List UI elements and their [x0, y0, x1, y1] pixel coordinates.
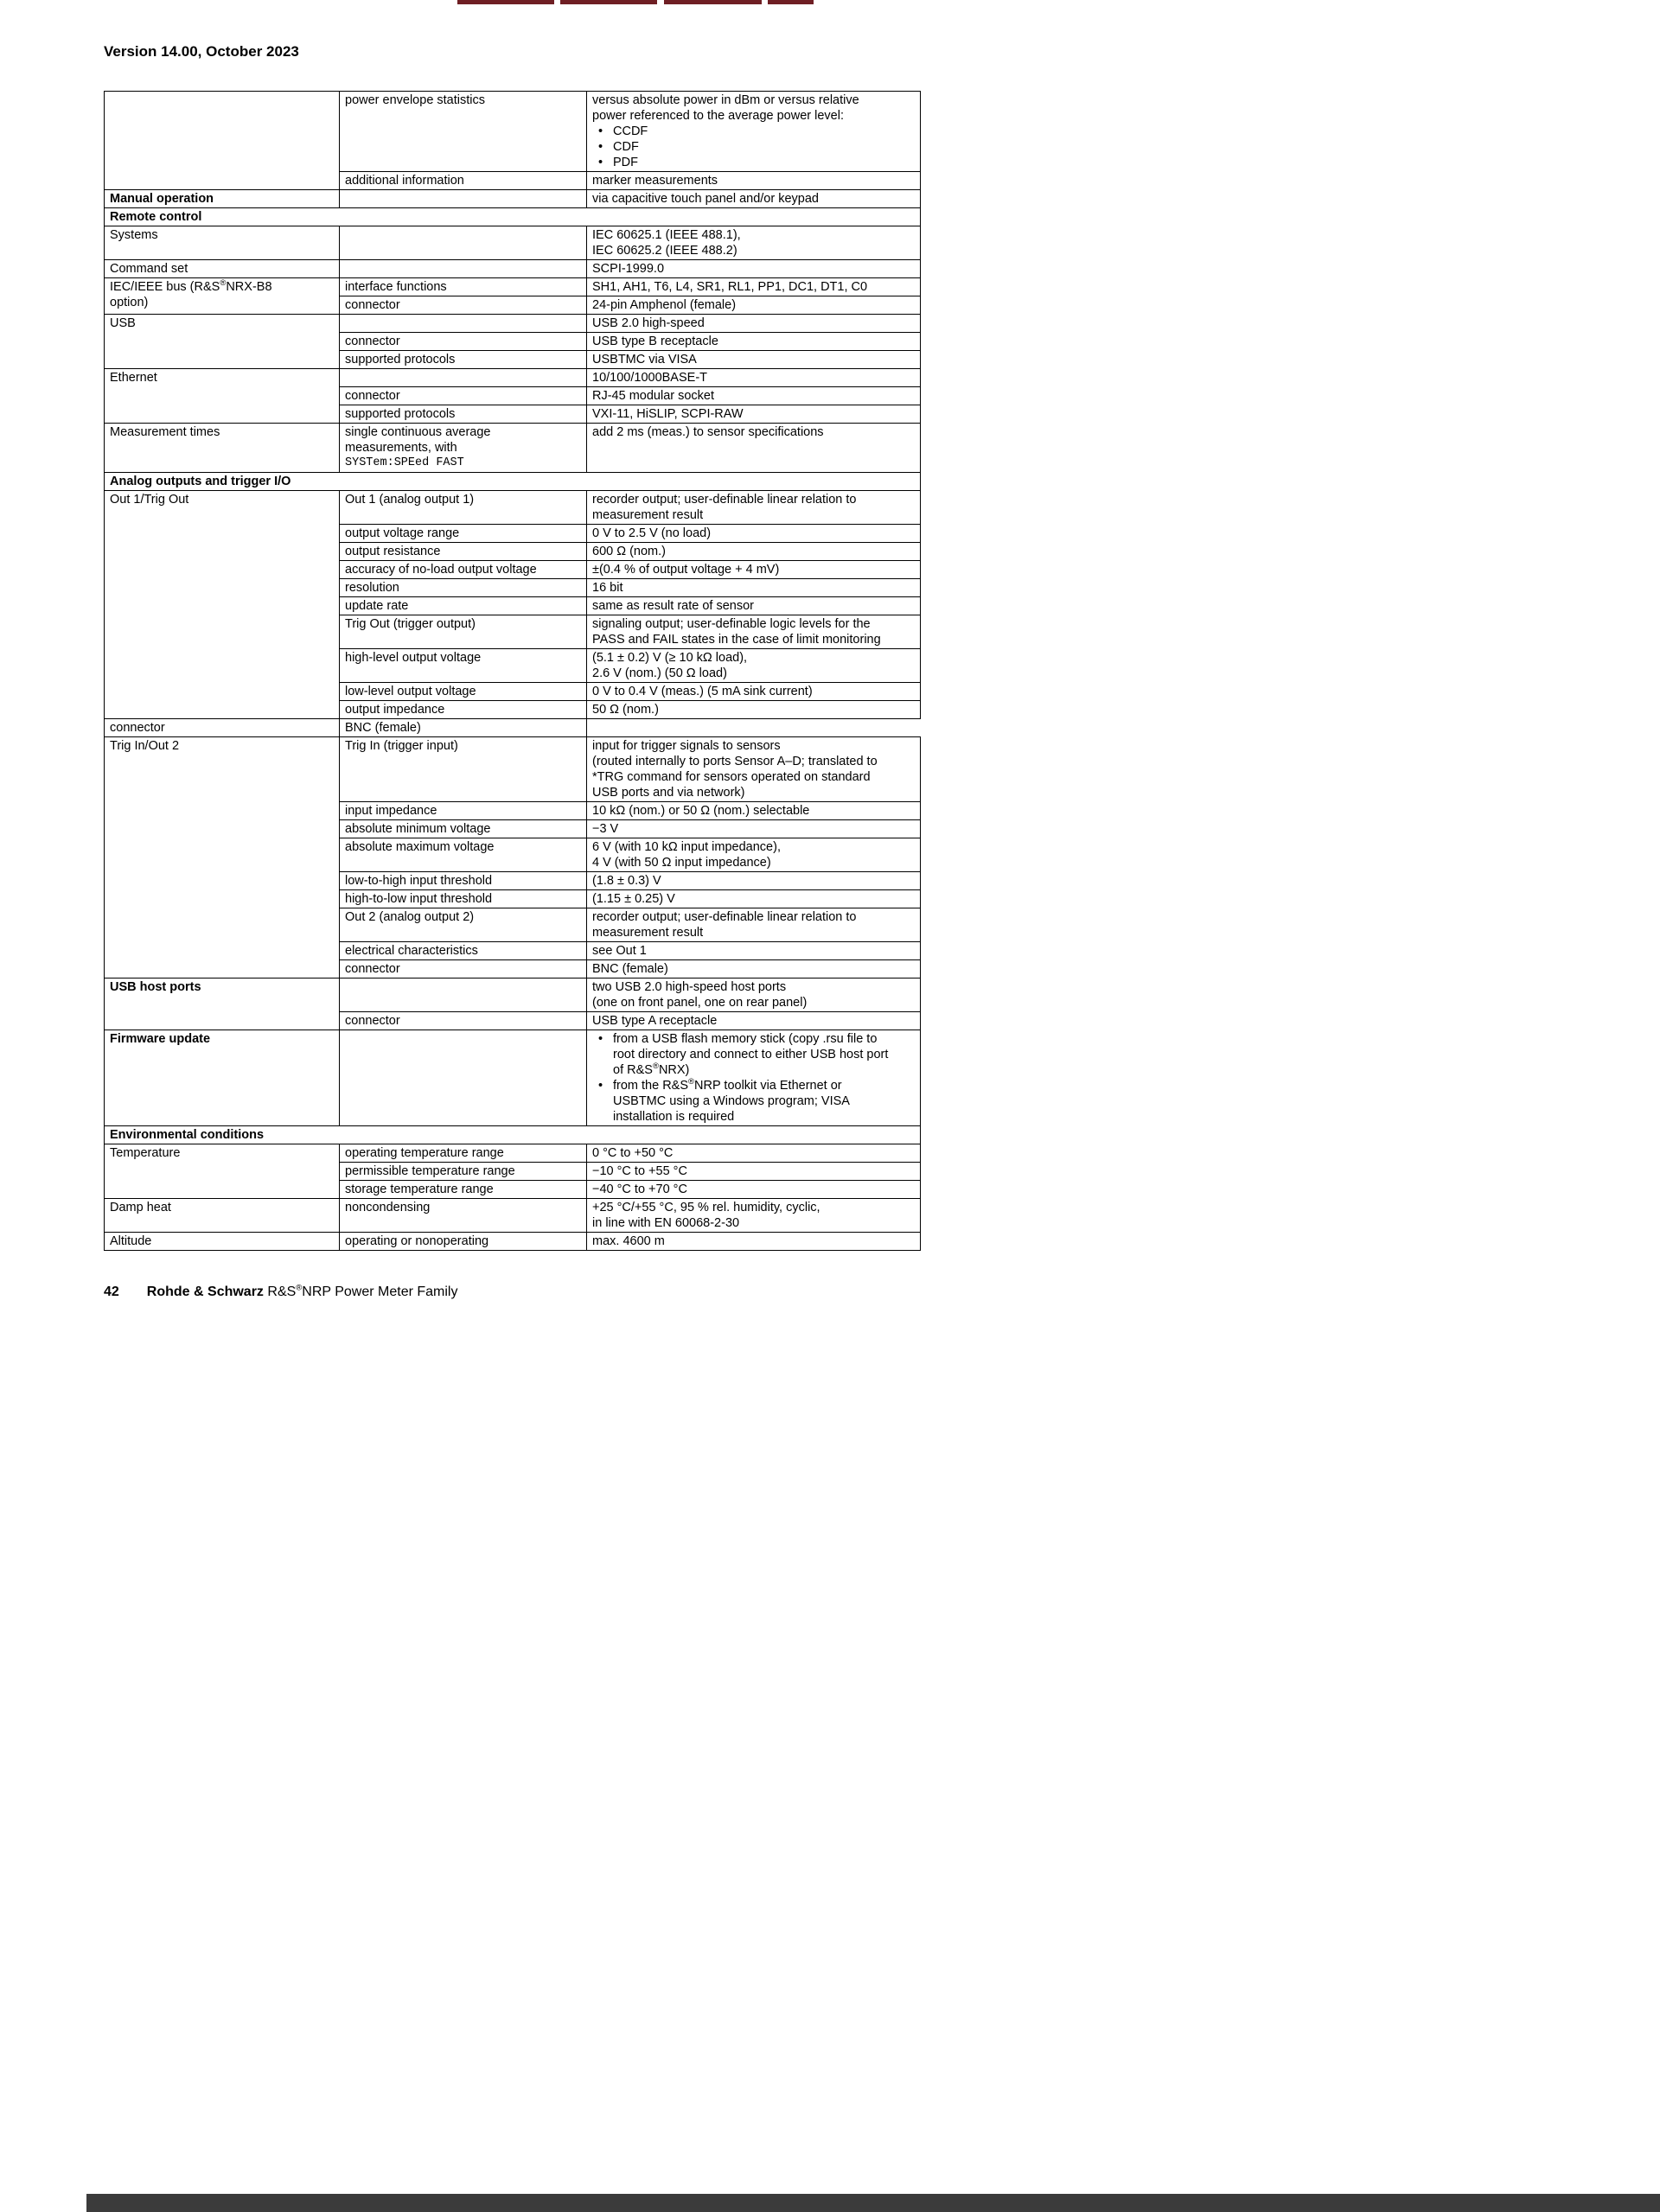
cell-line: 10 kΩ (nom.) or 50 Ω (nom.) selectable — [592, 804, 810, 818]
table-row — [105, 491, 921, 525]
table-cell — [587, 1181, 921, 1199]
table-cell — [105, 491, 340, 719]
cell-line: 24-pin Amphenol (female) — [592, 298, 737, 312]
cell-line: BNC (female) — [592, 962, 668, 976]
table-cell — [340, 525, 587, 543]
table-cell — [340, 226, 587, 260]
table-cell — [105, 315, 340, 369]
cell-line: USB 2.0 high-speed — [592, 316, 705, 330]
cell-line: 10/100/1000BASE-T — [592, 371, 708, 385]
table-row — [105, 1144, 921, 1163]
cell-line: Ethernet — [110, 371, 157, 385]
table-cell — [340, 649, 587, 683]
table-cell — [340, 387, 587, 405]
table-cell — [587, 333, 921, 351]
cell-line: additional information — [345, 174, 464, 188]
section-header-cell — [105, 208, 921, 226]
cell-line: 16 bit — [592, 581, 623, 595]
table-cell — [587, 942, 921, 960]
cell-line: of R&S®NRX) — [613, 1061, 690, 1077]
table-cell — [105, 1144, 340, 1199]
table-cell — [587, 1163, 921, 1181]
cell-line: Trig Out (trigger output) — [345, 617, 476, 631]
cell-line: recorder output; user-definable linear relation to — [592, 493, 857, 507]
table-row — [105, 226, 921, 260]
cell-line: max. 4600 m — [592, 1234, 665, 1248]
table-cell — [587, 649, 921, 683]
cell-line: connector — [345, 962, 400, 976]
cell-line: 2.6 V (nom.) (50 Ω load) — [592, 666, 727, 680]
table-cell — [340, 890, 587, 908]
table-cell — [587, 190, 921, 208]
cell-line: single continuous average — [345, 425, 491, 439]
cell-line: Firmware update — [110, 1032, 211, 1046]
cell-line: 4 V (with 50 Ω input impedance) — [592, 856, 771, 870]
section-row — [105, 473, 921, 491]
cell-line: Temperature — [110, 1146, 181, 1160]
cell-line: USB type A receptacle — [592, 1014, 718, 1028]
cell-line: Out 2 (analog output 2) — [345, 910, 475, 924]
table-row — [105, 190, 921, 208]
cell-line: high-level output voltage — [345, 651, 482, 665]
table-cell — [587, 315, 921, 333]
table-row — [105, 1233, 921, 1251]
table-cell — [587, 701, 921, 719]
cell-line: SCPI-1999.0 — [592, 262, 665, 276]
table-cell — [105, 226, 340, 260]
table-cell — [587, 405, 921, 424]
table-cell — [587, 820, 921, 838]
table-cell — [340, 1144, 587, 1163]
table-cell — [340, 1199, 587, 1233]
cell-line: connector — [345, 335, 400, 348]
cell-line: USBTMC via VISA — [592, 353, 697, 367]
cell-line: Analog outputs and trigger I/O — [110, 475, 291, 488]
table-cell — [105, 278, 340, 315]
table-cell — [105, 190, 340, 208]
spec-table-body — [105, 92, 921, 1251]
cell-line: −40 °C to +70 °C — [592, 1182, 687, 1196]
table-cell — [587, 1233, 921, 1251]
table-cell — [105, 1199, 340, 1233]
cell-line: Out 1 (analog output 1) — [345, 493, 475, 507]
cell-line: low-to-high input threshold — [345, 874, 493, 888]
footer-product: R&S®NRP Power Meter Family — [267, 1283, 458, 1299]
bullet-item: • CDF — [592, 139, 915, 155]
cell-line: recorder output; user-definable linear relation to — [592, 910, 857, 924]
cell-line: connector — [345, 389, 400, 403]
table-cell — [340, 296, 587, 315]
table-cell — [587, 172, 921, 190]
table-cell — [587, 908, 921, 942]
table-cell — [340, 315, 587, 333]
cell-line: resolution — [345, 581, 399, 595]
cell-line: noncondensing — [345, 1201, 431, 1214]
cell-line: output impedance — [345, 703, 445, 717]
spec-table — [104, 91, 921, 1251]
cell-line: absolute minimum voltage — [345, 822, 491, 836]
table-cell — [587, 387, 921, 405]
cell-line: SH1, AH1, T6, L4, SR1, RL1, PP1, DC1, DT1, C0 — [592, 280, 868, 294]
table-cell — [587, 1030, 921, 1126]
cell-line: (5.1 ± 0.2) V (≥ 10 kΩ load), — [592, 651, 748, 665]
cell-line: Systems — [110, 228, 158, 242]
table-cell — [340, 190, 587, 208]
bullet-item: • CCDF — [592, 124, 915, 139]
cell-line: high-to-low input threshold — [345, 892, 493, 906]
cell-line: VXI-11, HiSLIP, SCPI-RAW — [592, 407, 744, 421]
cell-line: accuracy of no-load output voltage — [345, 563, 537, 577]
table-cell — [340, 1233, 587, 1251]
table-cell — [587, 543, 921, 561]
table-cell — [587, 579, 921, 597]
table-cell — [587, 615, 921, 649]
cell-line: storage temperature range — [345, 1182, 494, 1196]
cell-line: absolute maximum voltage — [345, 840, 495, 854]
cell-line: (1.8 ± 0.3) V — [592, 874, 661, 888]
cell-line: PASS and FAIL states in the case of limit monitoring — [592, 633, 881, 647]
table-cell — [340, 1030, 587, 1126]
table-cell — [340, 92, 587, 172]
cell-line: RJ-45 modular socket — [592, 389, 715, 403]
table-row — [105, 278, 921, 296]
cell-line: versus absolute power in dBm or versus relative — [592, 93, 859, 107]
table-cell — [587, 1144, 921, 1163]
table-cell — [340, 701, 587, 719]
table-row — [105, 1199, 921, 1233]
cell-line: connector — [110, 721, 165, 735]
cell-line: ±(0.4 % of output voltage + 4 mV) — [592, 563, 780, 577]
cell-line: IEC 60625.1 (IEEE 488.1), — [592, 228, 741, 242]
table-row — [105, 1030, 921, 1126]
cell-line: Trig In (trigger input) — [345, 739, 458, 753]
cell-line: (routed internally to ports Sensor A–D; translated to — [592, 755, 878, 768]
table-cell — [340, 942, 587, 960]
table-cell — [587, 561, 921, 579]
cell-line: via capacitive touch panel and/or keypad — [592, 192, 819, 206]
cell-line: 600 Ω (nom.) — [592, 545, 666, 558]
cell-line: electrical characteristics — [345, 944, 478, 958]
table-cell — [105, 260, 340, 278]
table-row — [105, 369, 921, 387]
table-cell — [587, 838, 921, 872]
page-content — [104, 0, 920, 1301]
cell-line: root directory and connect to either USB host port — [613, 1048, 889, 1061]
cell-line: 6 V (with 10 kΩ input impedance), — [592, 840, 781, 854]
cell-line: permissible temperature range — [345, 1164, 515, 1178]
table-cell — [340, 960, 587, 979]
table-cell — [587, 369, 921, 387]
cell-line: 0 V to 0.4 V (meas.) (5 mA sink current) — [592, 685, 813, 698]
table-cell — [105, 719, 340, 737]
table-cell — [340, 278, 587, 296]
table-cell — [340, 260, 587, 278]
cell-line: output voltage range — [345, 526, 460, 540]
cell-line: Trig In/Out 2 — [110, 739, 180, 753]
cell-line: 0 V to 2.5 V (no load) — [592, 526, 712, 540]
cell-line: 50 Ω (nom.) — [592, 703, 659, 717]
section-row — [105, 208, 921, 226]
table-cell — [587, 351, 921, 369]
cell-line: supported protocols — [345, 353, 456, 367]
table-cell — [587, 802, 921, 820]
footer-brand: Rohde & Schwarz — [146, 1284, 264, 1299]
cell-line: input for trigger signals to sensors — [592, 739, 781, 753]
cell-line: (one on front panel, one on rear panel) — [592, 996, 808, 1010]
table-cell — [105, 737, 340, 979]
cell-line: operating or nonoperating — [345, 1234, 489, 1248]
cell-line: Environmental conditions — [110, 1128, 265, 1142]
table-cell — [340, 802, 587, 820]
footer-page-number: 42 — [104, 1284, 119, 1299]
cell-line: Out 1/Trig Out — [110, 493, 189, 507]
bullet-item: • PDF — [592, 155, 915, 170]
table-cell — [587, 1012, 921, 1030]
table-cell — [587, 525, 921, 543]
cell-line: two USB 2.0 high-speed host ports — [592, 980, 787, 994]
table-cell — [587, 683, 921, 701]
cell-line: measurement result — [592, 926, 704, 940]
cell-line: interface functions — [345, 280, 447, 294]
table-cell — [105, 979, 340, 1030]
table-cell — [340, 615, 587, 649]
table-cell — [587, 296, 921, 315]
table-row — [105, 424, 921, 473]
cell-line: BNC (female) — [345, 721, 421, 735]
cell-line: operating temperature range — [345, 1146, 504, 1160]
cell-line: +25 °C/+55 °C, 95 % rel. humidity, cyclic, — [592, 1201, 820, 1214]
cell-line: same as result rate of sensor — [592, 599, 754, 613]
table-cell — [340, 491, 587, 525]
table-cell — [587, 737, 921, 802]
table-cell — [105, 369, 340, 424]
footer — [104, 1284, 920, 1301]
cell-line: Command set — [110, 262, 188, 276]
cell-line: −10 °C to +55 °C — [592, 1164, 687, 1178]
table-cell — [340, 737, 587, 802]
table-row — [105, 260, 921, 278]
table-row — [105, 719, 921, 737]
table-cell — [587, 260, 921, 278]
cell-line: supported protocols — [345, 407, 456, 421]
table-cell — [340, 543, 587, 561]
cell-line: power referenced to the average power level: — [592, 109, 844, 123]
cell-line: USB ports and via network) — [592, 786, 745, 800]
table-cell — [340, 872, 587, 890]
table-cell — [587, 1199, 921, 1233]
cell-line: update rate — [345, 599, 409, 613]
cell-line: input impedance — [345, 804, 437, 818]
cell-line: power envelope statistics — [345, 93, 485, 107]
bullet-item: • from a USB flash memory stick (copy .rsu file to — [592, 1031, 915, 1047]
cell-line: Measurement times — [110, 425, 220, 439]
cell-line: −3 V — [592, 822, 619, 836]
cell-line: measurement result — [592, 508, 704, 522]
version-line: Version 14.00, October 2023 — [104, 43, 299, 60]
table-cell — [340, 351, 587, 369]
table-cell — [340, 597, 587, 615]
table-cell — [340, 405, 587, 424]
table-cell — [587, 491, 921, 525]
cell-line: *TRG command for sensors operated on standard — [592, 770, 871, 784]
cell-line: 0 °C to +50 °C — [592, 1146, 674, 1160]
table-row — [105, 315, 921, 333]
cell-line: option) — [110, 296, 149, 309]
cell-line: signaling output; user-definable logic levels for the — [592, 617, 871, 631]
table-cell — [587, 92, 921, 172]
section-header-cell — [105, 473, 921, 491]
table-cell — [340, 820, 587, 838]
cell-line: USBTMC using a Windows program; VISA — [613, 1094, 850, 1108]
table-cell — [587, 872, 921, 890]
table-cell — [587, 597, 921, 615]
table-cell — [340, 908, 587, 942]
table-cell — [105, 424, 340, 473]
cell-line: Manual operation — [110, 192, 214, 206]
cell-line: connector — [345, 1014, 400, 1028]
cell-line: Remote control — [110, 210, 202, 224]
table-cell — [587, 979, 921, 1012]
table-cell — [340, 579, 587, 597]
table-cell — [340, 1012, 587, 1030]
cell-line: (1.15 ± 0.25) V — [592, 892, 675, 906]
bottom-decor-bar — [86, 2194, 1660, 2212]
table-cell — [340, 1181, 587, 1199]
cell-line: see Out 1 — [592, 944, 647, 958]
table-cell — [340, 424, 587, 473]
cell-line: installation is required — [613, 1110, 735, 1124]
table-row — [105, 737, 921, 802]
table-cell — [340, 369, 587, 387]
table-cell — [340, 683, 587, 701]
table-cell — [340, 561, 587, 579]
cell-line: connector — [345, 298, 400, 312]
table-cell — [587, 424, 921, 473]
section-row — [105, 1126, 921, 1144]
table-cell — [340, 1163, 587, 1181]
table-cell — [105, 1030, 340, 1126]
bullet-item: • from the R&S®NRP toolkit via Ethernet or — [592, 1078, 915, 1093]
cell-line: Damp heat — [110, 1201, 171, 1214]
cell-line: USB host ports — [110, 980, 201, 994]
cell-line: add 2 ms (meas.) to sensor specifications — [592, 425, 824, 439]
cell-line: marker measurements — [592, 174, 718, 188]
cell-line: measurements, with — [345, 441, 457, 455]
table-cell — [340, 719, 587, 737]
table-cell — [340, 979, 587, 1012]
table-cell — [587, 960, 921, 979]
cell-line: Altitude — [110, 1234, 152, 1248]
cell-line: SYSTem:SPEed FAST — [345, 456, 464, 469]
cell-line: USB — [110, 316, 136, 330]
table-row — [105, 979, 921, 1012]
table-cell — [340, 838, 587, 872]
table-cell — [340, 172, 587, 190]
cell-line: IEC/IEEE bus (R&S®NRX-B8 — [110, 278, 272, 294]
table-cell — [587, 226, 921, 260]
table-cell — [587, 278, 921, 296]
table-cell — [105, 1233, 340, 1251]
cell-line: in line with EN 60068-2-30 — [592, 1216, 740, 1230]
cell-line: low-level output voltage — [345, 685, 476, 698]
section-header-cell — [105, 1126, 921, 1144]
table-cell — [587, 890, 921, 908]
cell-line: USB type B receptacle — [592, 335, 718, 348]
cell-line: IEC 60625.2 (IEEE 488.2) — [592, 244, 737, 258]
table-cell — [105, 92, 340, 190]
table-row — [105, 92, 921, 172]
cell-line: output resistance — [345, 545, 441, 558]
table-cell — [340, 333, 587, 351]
